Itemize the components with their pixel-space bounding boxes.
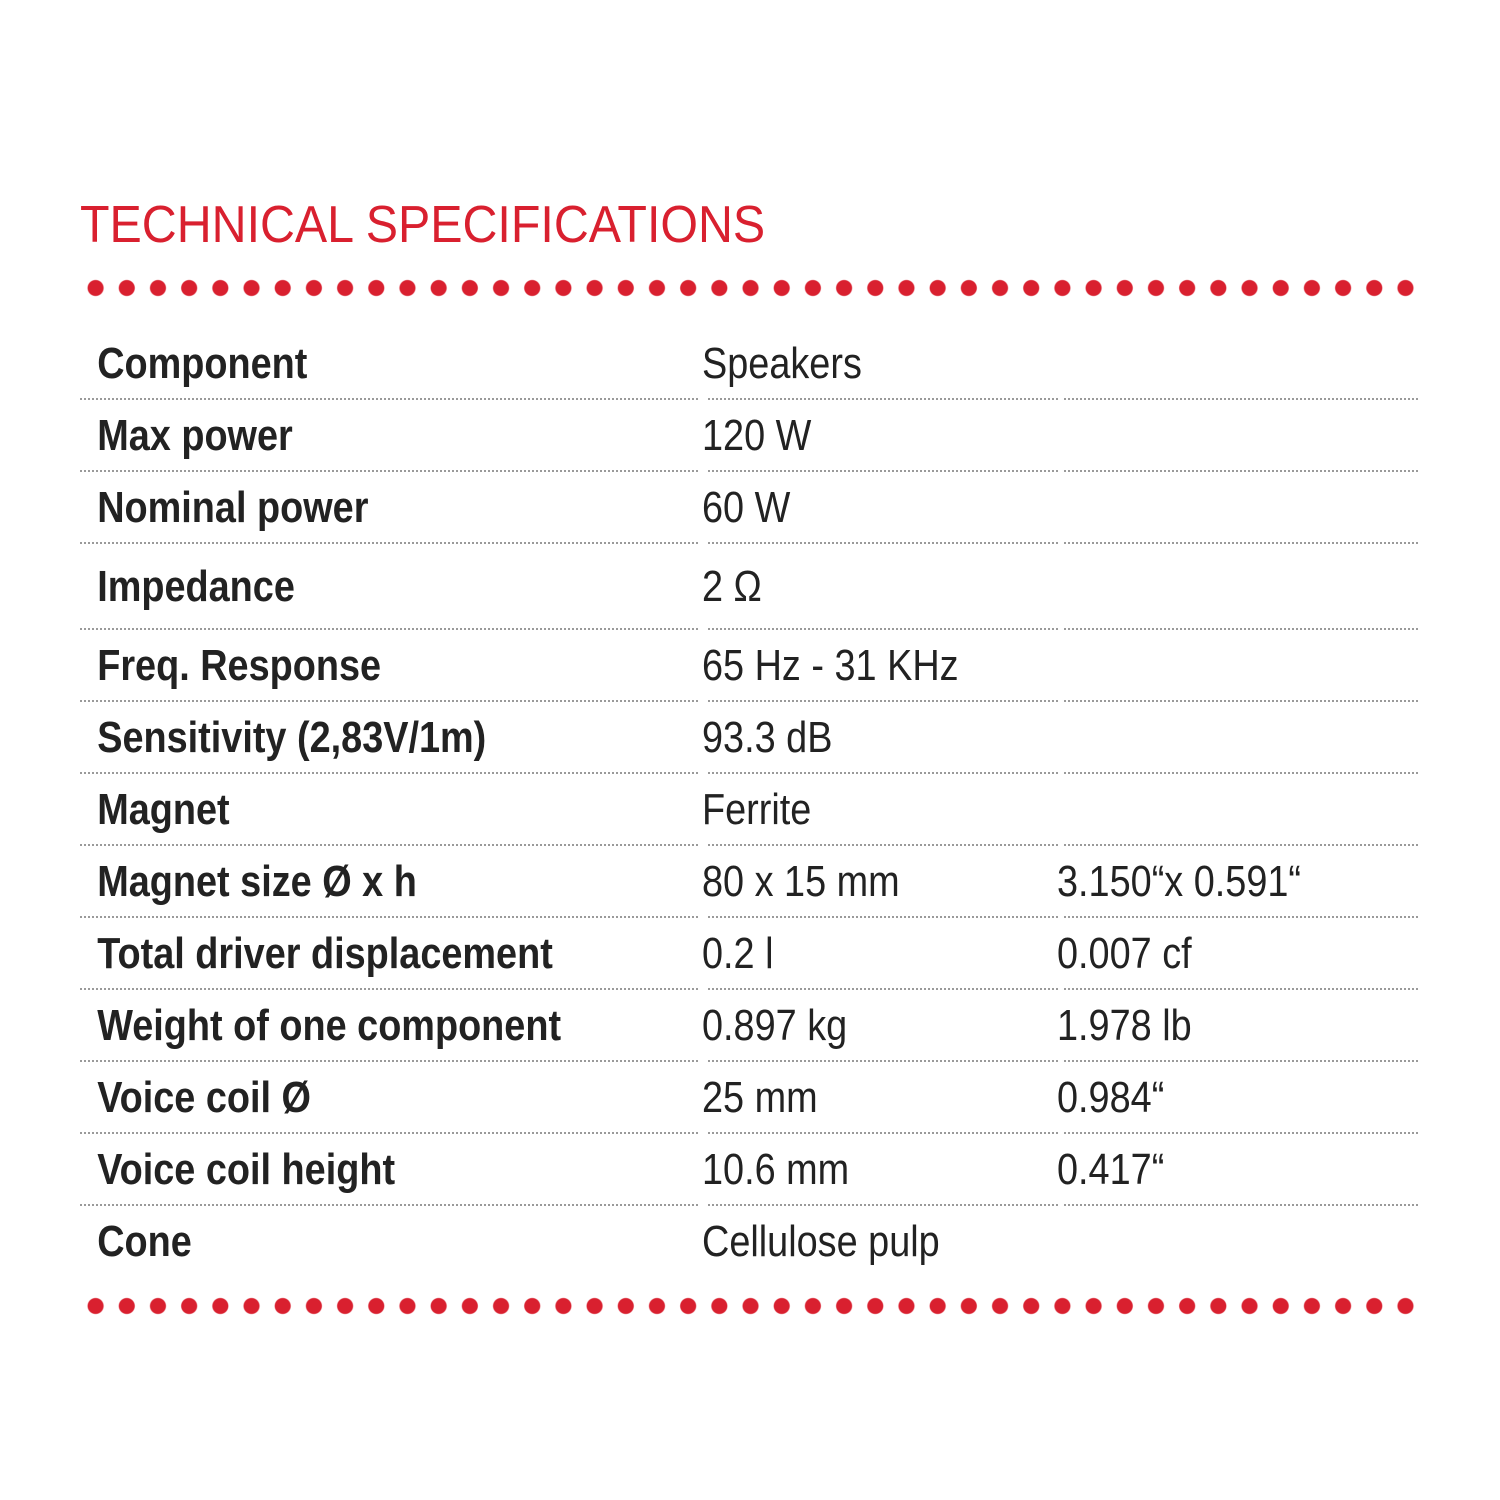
spec-label: Component	[97, 339, 308, 388]
spec-imperial-value: 0.007 cf	[1057, 929, 1192, 978]
spec-metric-value: Cellulose pulp	[702, 1217, 940, 1266]
spec-label: Voice coil Ø	[97, 1073, 312, 1122]
spec-row	[80, 472, 1420, 544]
spec-row	[80, 1062, 1420, 1134]
spec-row	[80, 544, 1420, 630]
spec-imperial-value: 3.150“x 0.591“	[1057, 857, 1302, 906]
spec-metric-value: 0.897 kg	[702, 1001, 848, 1050]
spec-row	[80, 990, 1420, 1062]
spec-label: Magnet size Ø x h	[97, 857, 417, 906]
spec-label: Max power	[97, 411, 293, 460]
spec-metric-value: 10.6 mm	[702, 1145, 850, 1194]
spec-imperial-value: 0.417“	[1057, 1145, 1165, 1194]
spec-label: Weight of one component	[97, 1001, 562, 1050]
spec-row	[80, 1134, 1420, 1206]
spec-sheet	[80, 190, 1420, 1316]
spec-label: Cone	[97, 1217, 192, 1266]
bottom-dotted-divider	[80, 1296, 1420, 1316]
spec-metric-value: 0.2 l	[702, 929, 774, 978]
spec-table	[80, 328, 1420, 1278]
spec-metric-value: Speakers	[702, 339, 862, 388]
spec-label: Impedance	[97, 562, 295, 611]
spec-metric-value: 93.3 dB	[702, 713, 833, 762]
spec-label: Total driver displacement	[97, 929, 553, 978]
spec-metric-value: 60 W	[702, 483, 791, 532]
spec-metric-value: 80 x 15 mm	[702, 857, 900, 906]
spec-row	[80, 1206, 1420, 1278]
spec-imperial-value: 0.984“	[1057, 1073, 1165, 1122]
spec-metric-value: 25 mm	[702, 1073, 818, 1122]
spec-metric-value: 120 W	[702, 411, 812, 460]
spec-label: Voice coil height	[97, 1145, 396, 1194]
spec-metric-value: 65 Hz - 31 KHz	[702, 641, 959, 690]
spec-row	[80, 774, 1420, 846]
spec-row	[80, 918, 1420, 990]
spec-row	[80, 702, 1420, 774]
spec-metric-value: 2 Ω	[702, 562, 762, 611]
spec-metric-value: Ferrite	[702, 785, 812, 834]
spec-label: Magnet	[97, 785, 230, 834]
section-title: TECHNICAL SPECIFICATIONS	[80, 196, 766, 254]
spec-label: Sensitivity (2,83V/1m)	[97, 713, 487, 762]
spec-label: Freq. Response	[97, 641, 382, 690]
spec-row	[80, 630, 1420, 702]
spec-label: Nominal power	[97, 483, 369, 532]
spec-row	[80, 400, 1420, 472]
top-dotted-divider	[80, 278, 1420, 298]
spec-row	[80, 328, 1420, 400]
spec-imperial-value: 1.978 lb	[1057, 1001, 1192, 1050]
spec-row	[80, 846, 1420, 918]
